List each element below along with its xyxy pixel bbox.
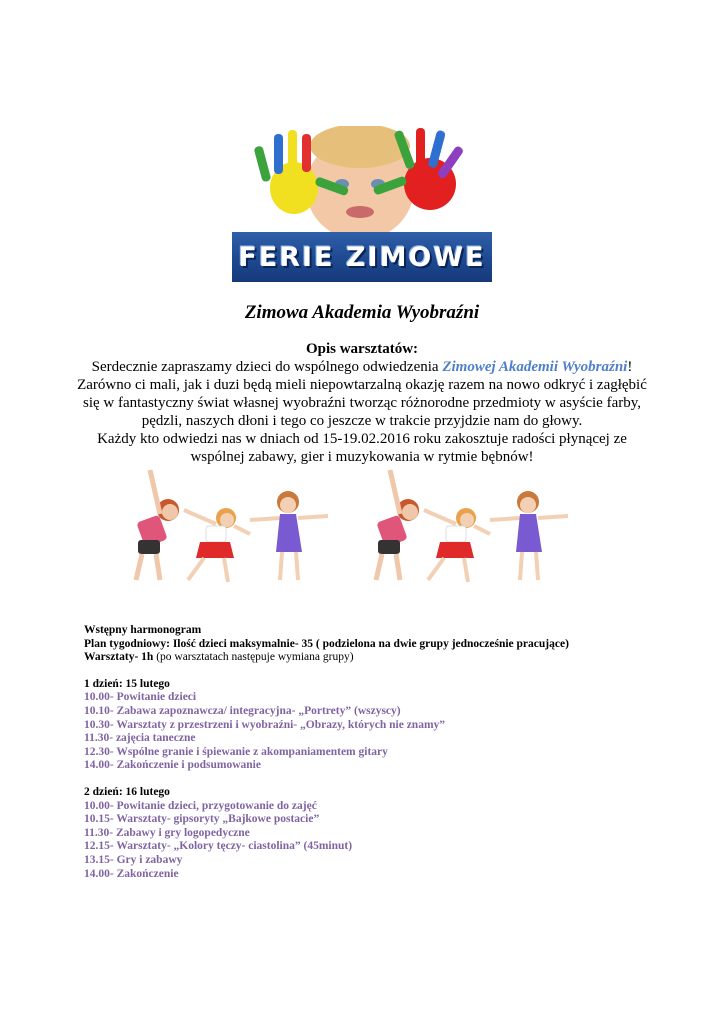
workshop-description <box>70 340 654 466</box>
day-label: 2 dzień: 16 lutego <box>84 785 170 798</box>
description-paragraph: Zarówno ci mali, jak i duzi będą mieli niepowtarzalną okazję razem na nowo odkryć i zagłębić się w fantastyczny świat własnej wyobraźni tworząc różnorodne przedmioty w asyście farby, pędzli, naszych dłoni i tego co jeszcze w trakcie przyjdzie nam do głowy. <box>77 377 647 429</box>
workshops-note: (po warsztatach następuje wymiana grupy) <box>153 651 354 664</box>
spacer <box>84 665 644 678</box>
children-hands-photo <box>232 126 492 232</box>
invitation-suffix: ! <box>627 359 633 375</box>
invitation-line <box>70 358 654 376</box>
banner-text: FERIE ZIMOWE <box>238 241 486 273</box>
workshops-line <box>84 651 644 665</box>
spacer <box>84 773 644 786</box>
academy-name-highlight: Zimowej Akademii Wyobraźni <box>442 359 628 375</box>
description-heading: Opis warsztatów: <box>305 341 419 357</box>
banner-strip <box>232 232 492 282</box>
schedule-item: 13.15- Gry i zabawy <box>84 853 183 866</box>
day-label: 1 dzień: 15 lutego <box>84 677 170 690</box>
schedule-item: 10.00- Powitanie dzieci <box>84 691 197 704</box>
workshops-label: Warsztaty- 1h <box>84 651 154 664</box>
invitation-prefix: Serdecznie zapraszamy dzieci do wspólnego odwiedzenia <box>91 359 443 375</box>
page-title: Zimowa Akademia Wyobraźni <box>244 302 480 323</box>
schedule-item: 10.30- Warsztaty z przestrzeni i wyobraźni- „Obrazy, których nie znamy” <box>84 718 446 731</box>
schedule-item: 12.30- Wspólne granie i śpiewanie z akompaniamentem gitary <box>84 745 388 758</box>
schedule-item: 11.30- Zabawy i gry logopedyczne <box>84 826 250 839</box>
schedule-section <box>84 624 644 881</box>
weekly-plan-label: Plan tygodniowy: Ilość dzieci maksymalnie- 35 ( podzielona na dwie grupy jednocześnie pracujące) <box>84 637 569 650</box>
schedule-item: 10.00- Powitanie dzieci, przygotowanie do zajęć <box>84 799 317 812</box>
ferie-banner <box>232 126 492 282</box>
schedule-item: 10.15- Warsztaty- gipsoryty „Bajkowe postacie” <box>84 813 320 826</box>
schedule-heading: Wstępny harmonogram <box>84 624 202 636</box>
dancing-children-image <box>130 462 600 592</box>
schedule-item: 14.00- Zakończenie <box>84 867 179 880</box>
schedule-item: 11.30- zajęcia taneczne <box>84 732 196 745</box>
schedule-item: 12.15- Warsztaty- „Kolory tęczy- ciastolina” (45minut) <box>84 840 353 853</box>
schedule-item: 14.00- Zakończenie i podsumowanie <box>84 759 261 772</box>
dates-paragraph: Każdy kto odwiedzi nas w dniach od 15-19.02.2016 roku zakosztuje radości płynącej ze wspólnej zabawy, gier i muzykowania w rytmie bębnów! <box>97 431 627 465</box>
schedule-item: 10.10- Zabawa zapoznawcza/ integracyjna- „Portrety” (wszyscy) <box>84 704 401 717</box>
